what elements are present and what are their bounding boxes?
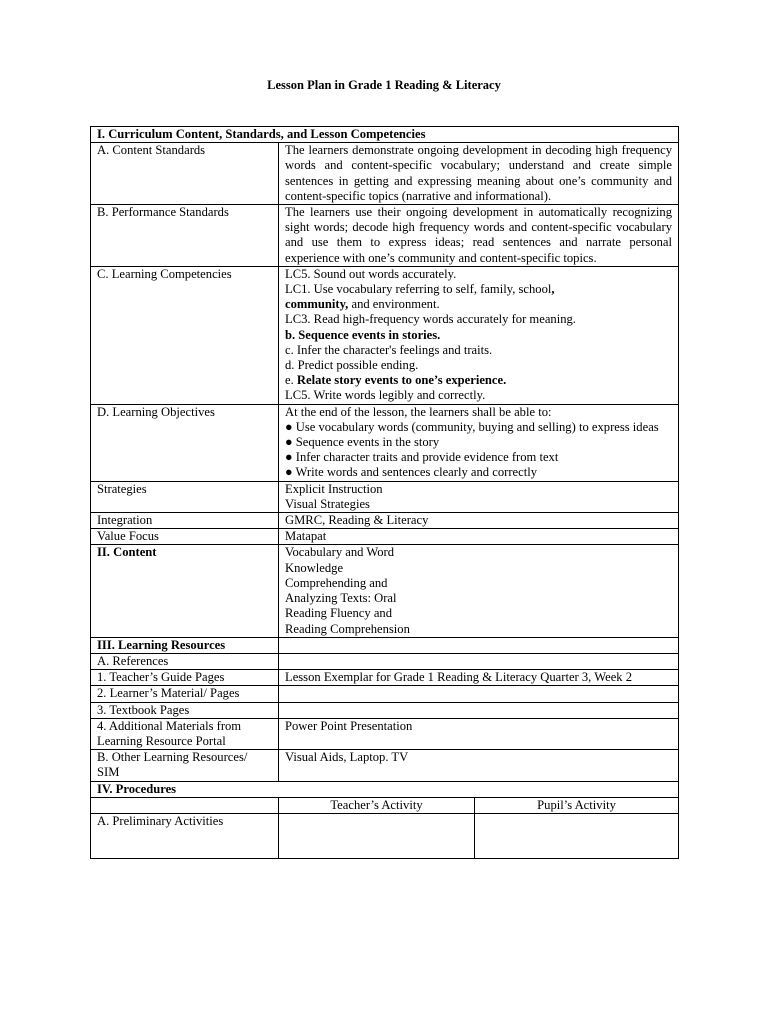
textbook-pages-label: 3. Textbook Pages xyxy=(91,702,279,718)
value-focus-label: Value Focus xyxy=(91,529,279,545)
competency-text: community, xyxy=(285,297,349,312)
empty-cell xyxy=(91,797,279,813)
table-row xyxy=(91,637,679,653)
table-row xyxy=(91,702,679,718)
performance-standards-label: B. Performance Standards xyxy=(91,205,279,267)
section-curriculum-row xyxy=(91,127,679,143)
competency-text: and environment. xyxy=(348,297,440,312)
competency-text: Relate story events to one’s experience. xyxy=(296,373,507,388)
other-resources-value: Visual Aids, Laptop. TV xyxy=(279,750,679,781)
strategies-label: Strategies xyxy=(91,481,279,512)
content-line: Analyzing Texts: Oral xyxy=(285,591,397,606)
learners-material-label: 2. Learner’s Material/ Pages xyxy=(91,686,279,702)
objective-item: ● Sequence events in the story xyxy=(285,435,440,450)
competency-item xyxy=(285,297,672,312)
learning-objectives-list xyxy=(279,404,679,481)
content-standards-text: The learners demonstrate ongoing development in decoding high frequency words and content-specific vocabulary; understand and create simple sentences in getting and expressing meaning about one’s community and content-specific topics (narrative and informational). xyxy=(279,143,679,205)
objective-item: ● Write words and sentences clearly and correctly xyxy=(285,465,537,480)
content-value xyxy=(279,545,679,637)
table-row xyxy=(91,653,679,669)
table-row xyxy=(91,750,679,781)
table-row xyxy=(91,797,679,813)
competency-item xyxy=(285,373,672,388)
competency-item: LC3. Read high-frequency words accurately for meaning. xyxy=(285,312,576,327)
teacher-activity-header: Teacher’s Activity xyxy=(279,797,475,813)
competency-text: , xyxy=(551,282,555,297)
table-row xyxy=(91,529,679,545)
section-curriculum-heading: I. Curriculum Content, Standards, and Lesson Competencies xyxy=(91,127,679,143)
performance-standards-text: The learners use their ongoing development in automatically recognizing sight words; decode high frequency words and content-specific vocabulary and use them to express ideas; read sentences and narrate personal experience with one’s community and content-specific topics. xyxy=(279,205,679,267)
pupil-activity-header: Pupil’s Activity xyxy=(475,797,679,813)
additional-materials-label: 4. Additional Materials from Learning Resource Portal xyxy=(91,718,279,749)
value-focus-value: Matapat xyxy=(279,529,679,545)
table-row xyxy=(91,143,679,205)
table-row xyxy=(91,513,679,529)
competency-item: b. Sequence events in stories. xyxy=(285,327,441,342)
table-row xyxy=(91,670,679,686)
other-resources-label: B. Other Learning Resources/ SIM xyxy=(91,750,279,781)
objectives-intro: At the end of the lesson, the learners shall be able to: xyxy=(285,404,552,419)
table-row xyxy=(91,404,679,481)
learning-objectives-label: D. Learning Objectives xyxy=(91,404,279,481)
table-row xyxy=(91,266,679,404)
learning-competencies-list xyxy=(279,266,679,404)
teachers-guide-label: 1. Teacher’s Guide Pages xyxy=(91,670,279,686)
objective-item: ● Infer character traits and provide evidence from text xyxy=(285,450,559,465)
preliminary-activities-label: A. Preliminary Activities xyxy=(91,813,279,858)
competency-item: d. Predict possible ending. xyxy=(285,358,419,373)
competency-item xyxy=(285,282,672,297)
content-line: Vocabulary and Word xyxy=(285,545,395,560)
empty-cell xyxy=(279,653,679,669)
content-line: Reading Fluency and xyxy=(285,606,393,621)
integration-label: Integration xyxy=(91,513,279,529)
empty-cell xyxy=(279,686,679,702)
additional-materials-value: Power Point Presentation xyxy=(279,718,679,749)
empty-cell xyxy=(279,637,679,653)
pupil-activity-cell xyxy=(475,813,679,858)
competency-item: c. Infer the character's feelings and traits. xyxy=(285,342,493,357)
table-row xyxy=(91,813,679,858)
lesson-plan-table xyxy=(90,126,679,859)
objective-item: ● Use vocabulary words (community, buying and selling) to express ideas xyxy=(285,419,659,434)
integration-value: GMRC, Reading & Literacy xyxy=(279,513,679,529)
content-line: Reading Comprehension xyxy=(285,621,410,636)
section-procedures-row xyxy=(91,781,679,797)
empty-cell xyxy=(279,702,679,718)
strategy-item: Visual Strategies xyxy=(285,496,370,511)
competency-item: LC5. Write words legibly and correctly. xyxy=(285,388,486,403)
content-standards-label: A. Content Standards xyxy=(91,143,279,205)
teacher-activity-cell xyxy=(279,813,475,858)
content-label: II. Content xyxy=(91,545,279,637)
table-row xyxy=(91,481,679,512)
strategy-item: Explicit Instruction xyxy=(285,481,383,496)
references-label: A. References xyxy=(91,653,279,669)
table-row xyxy=(91,205,679,267)
competency-item: LC5. Sound out words accurately. xyxy=(285,266,457,281)
teachers-guide-value: Lesson Exemplar for Grade 1 Reading & Literacy Quarter 3, Week 2 xyxy=(279,670,679,686)
learning-competencies-label: C. Learning Competencies xyxy=(91,266,279,404)
page-title: Lesson Plan in Grade 1 Reading & Literacy xyxy=(267,78,501,92)
table-row xyxy=(91,718,679,749)
table-row xyxy=(91,686,679,702)
content-line: Comprehending and xyxy=(285,575,388,590)
competency-text: e. xyxy=(285,373,297,388)
table-row xyxy=(91,545,679,637)
strategies-value xyxy=(279,481,679,512)
learning-resources-label: III. Learning Resources xyxy=(91,637,279,653)
content-line: Knowledge xyxy=(285,560,344,575)
competency-text: LC1. Use vocabulary referring to self, family, school xyxy=(285,282,552,297)
procedures-heading: IV. Procedures xyxy=(91,781,679,797)
